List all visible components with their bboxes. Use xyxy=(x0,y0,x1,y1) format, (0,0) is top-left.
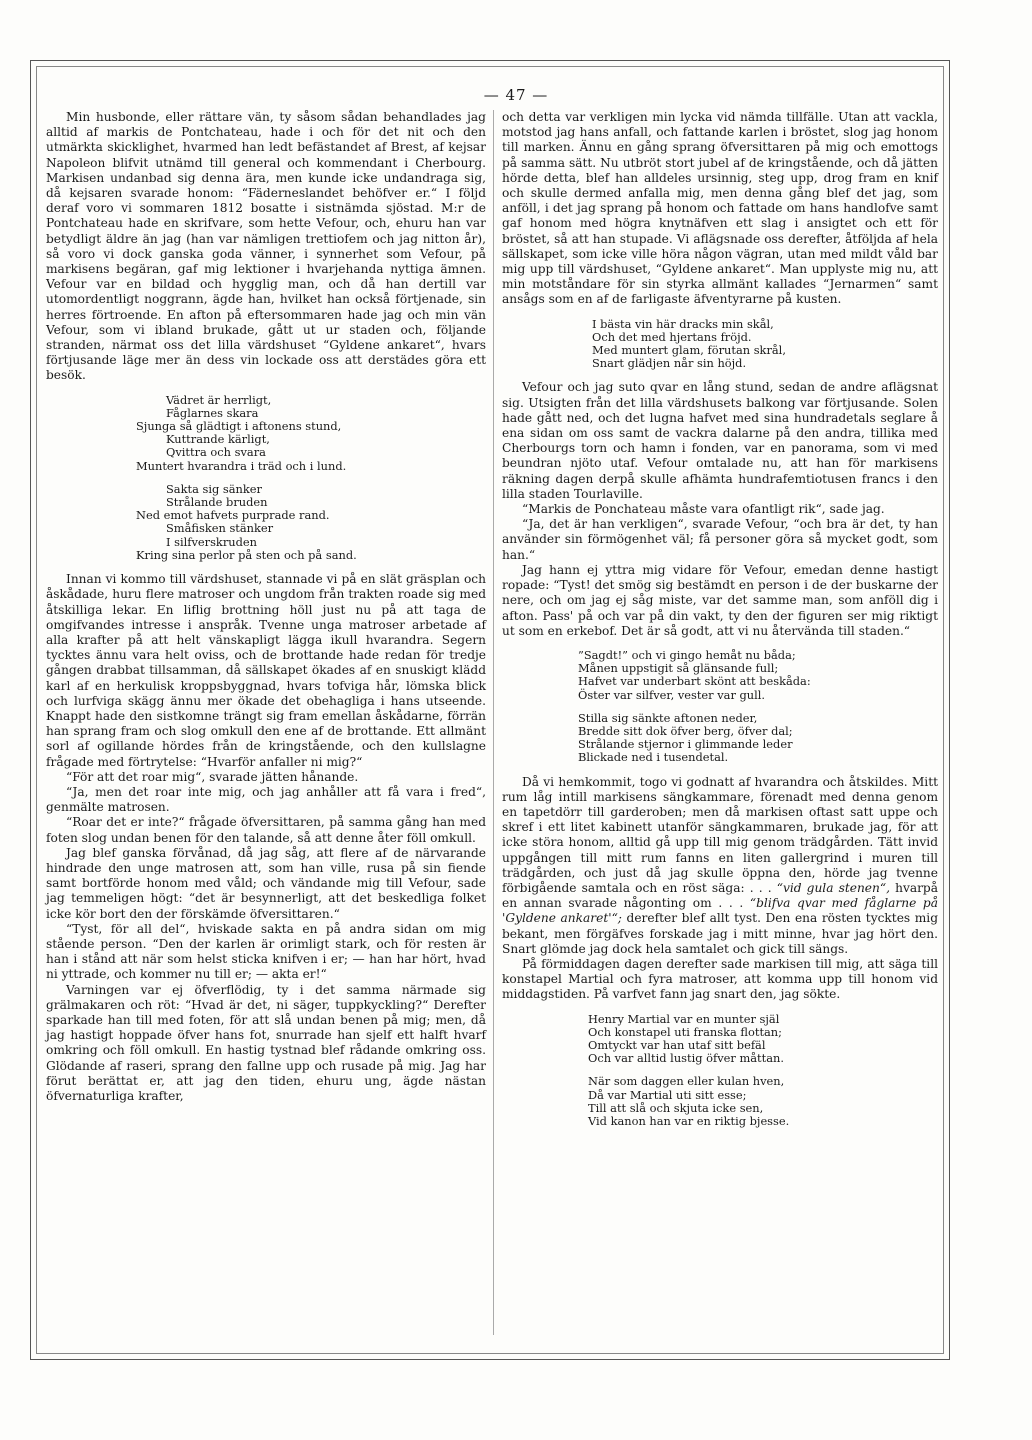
paragraph: “Tyst, för all del“, hviskade sakta en på andra sidan om mig stående person. “Den der karlen är orimligt stark, och för resten är han i stånd att när som helst sticka knifven i er; — han har hört, hvad ni yttrade, och kommer nu till er; — akta er!“ xyxy=(46,921,486,982)
paragraph: Jag hann ej yttra mig vidare för Vefour, emedan denne hastigt ropade: “Tyst! det smög sig bestämdt en person i de der buskarne der nere, och om jag ej såg miste, var det samme man, som anföll dig i afton. Pass' på och var på din vakt, ty den der figuren ser mig riktigt ut som en erkebof. Det är så godt, att vi nu återvända till staden.“ xyxy=(502,562,938,638)
stanza xyxy=(578,649,938,702)
paragraph: Varningen var ej öfverflödig, ty i det samma närmade sig grälmakaren och röt: “Hvad är det, ni säger, tuppkyckling?“ Derefter sparkade han till med foten, för att slå undan benen på mig; men, då jag hastigt hoppade öfver hans fot, snurrade han sjelf ett halft hvarf omkring och föll omkull. En hastig tystnad blef rådande omkring oss. Glödande af raseri, sprang den fallne upp och rusade på mig. Jag har förut berättat er, att jag den tiden, ehuru ung, ägde nästan öfvernaturliga krafter, xyxy=(46,982,486,1103)
stanza xyxy=(136,394,486,473)
text-run: derefter blef allt tyst. Den ena rösten tycktes mig bekant, men förgäfves forskade jag i mitt minne, hvar jag hört den. Snart glömde jag dock hela samtalet och gick till sängs. xyxy=(502,911,939,956)
poem-line: Stilla sig sänkte aftonen neder, xyxy=(578,710,758,725)
poem xyxy=(46,394,486,562)
poem-line: Då var Martial uti sitt esse; xyxy=(588,1087,747,1102)
poem-line: Bredde sitt dok öfver berg, öfver dal; xyxy=(578,723,793,738)
poem xyxy=(502,1013,938,1129)
emphasis: “vid gula stenen“, xyxy=(776,880,890,895)
poem-line: Qvittra och svara xyxy=(166,445,266,460)
poem-line: Till att slå och skjuta icke sen, xyxy=(588,1100,764,1115)
poem-line: Strålande stjernor i glimmande leder xyxy=(578,737,793,752)
text-run: Då vi hemkommit, togo vi godnatt af hvarandra och åtskildes. Mitt rum låg intill markisens sängkammare, förenadt med denna genom en tapetdörr till garderoben; men då markisen oftast satt uppe och skref i ett litet kabinett utanför sängkammaren, brukade jag, för att icke störa honom, alltid gå upp till mig genom trädgården. Tätt invid uppgången till mitt rum fanns en liten gallergrind i muren till trädgården, och just då jag skulle öppna den, hörde jag tvenne förbigående samtala och en röst säga: . . . xyxy=(502,774,938,895)
poem-line: ”Sagdt!” och vi gingo hemåt nu båda; xyxy=(578,647,796,662)
paragraph: “Ja, det är han verkligen“, svarade Vefour, “och bra är det, ty han använder sin förmögenhet väl; få personer göra så mycket godt, som han.“ xyxy=(502,517,938,562)
poem-line: Öster var silfver, vester var gull. xyxy=(578,687,766,702)
poem-line: Med muntert glam, förutan skrål, xyxy=(592,343,786,358)
paragraph xyxy=(502,775,938,957)
paragraph: och detta var verkligen min lycka vid nämda tillfälle. Utan att vackla, motstod jag hans anfall, och fattande karlen i bröstet, slog jag honom till marken. Ännu en gång sprang öfversittaren på mig och emottogs på samma sätt. Nu utbröt stort jubel af de kringstående, och då jätten hörde detta, blef han alldeles ursinnig, steg upp, drog fram en knif och skulle dermed anfalla mig, men denna gång blef det jag, som anföll, i det jag sprang på honom och fattade om hans handlofve samt gaf honom med högra knytnäfven ett slag i ansigtet och ett för bröstet, så att han stupade. Vi aflägsnade oss derefter, åtföljda af hela sällskapet, som icke ville höra någon vägran, utan med mildt våld bar mig upp till värdshuset, “Gyldene ankaret“. Man upplyste mig nu, att min motståndare för sin styrka allmänt kallades “Jernarmen“ samt ansågs som en af de farligaste äfventyrarne på kusten. xyxy=(502,110,938,307)
poem-line: Månen uppstigit så glänsande full; xyxy=(578,661,779,676)
poem-line: Omtyckt var han utaf sitt befäl xyxy=(588,1037,766,1052)
poem xyxy=(502,649,938,765)
paragraph: “Roar det er inte?“ frågade öfversittaren, på samma gång han med foten slog undan benen för den talande, så att denne åter föll omkull. xyxy=(46,815,486,845)
paragraph: “Markis de Ponchateau måste vara ofantligt rik“, sade jag. xyxy=(522,502,885,517)
stanza xyxy=(578,712,938,765)
paragraph: Innan vi kommo till värdshuset, stannade vi på en slät gräsplan och åskådade, huru flere matroser och ungdom från trakten roade sig med åtskilliga lekar. En liflig brottning höll just nu på att taga de omgifvandes intresse i anspråk. Tvenne unga matroser arbetade af alla krafter på att helt vänskapligt lägga ikull hvarandra. Segern tycktes ännu vara helt oviss, och de brottande hade redan för tredje gången drabbat tillsamman, då sällskapet ökades af en snuskigt klädd karl af en herkulisk kroppsbyggnad, hvars tofviga hår, lömska blick och lurfviga skägg ännu mer ökade det obehagliga i hans utseende. Knappt hade den sistkomne trängt sig fram emellan åskådarne, förrän han sprang fram och slog omkull den ene af de brottande. Ett allmänt sorl af ogillande hördes från de kringstående, och den kullslagne frågade med förtrytelse: “Hvarför anfaller ni mig?“ xyxy=(46,572,486,769)
paragraph: “Ja, men det roar inte mig, och jag anhåller att få vara i fred“, genmälte matrosen. xyxy=(46,784,486,815)
stanza xyxy=(588,1075,938,1128)
poem-line: Strålande bruden xyxy=(166,495,268,510)
stanza xyxy=(136,483,486,562)
poem-line: Vädret är herrligt, xyxy=(166,392,272,407)
poem-line: I bästa vin här dracks min skål, xyxy=(592,316,774,331)
poem-line: Snart glädjen når sin höjd. xyxy=(592,356,747,371)
poem-line: Kuttrande kärligt, xyxy=(166,432,270,447)
poem xyxy=(502,318,938,371)
poem-line: Blickade ned i tusendetal. xyxy=(578,750,729,765)
poem-line: Fåglarnes skara xyxy=(166,405,259,420)
poem-line: Och var alltid lustig öfver måttan. xyxy=(588,1051,784,1066)
paragraph: Vefour och jag suto qvar en lång stund, sedan de andre aflägsnat sig. Utsigten från det lilla värdshusets balkong var förtjusande. Solen hade gått ned, och det lugna hafvet med sina hundradetals seglare å ena sidan om oss samt de vackra dalarne på den andra, tillika med Cherbourgs torn och hamn i fonden, var en panorama, som vi med beundran njöto utaf. Vefour omtalade nu, att han för markisens räkning dagen derpå skulle afhämta hundrafemtiotusen francs i den lilla staden Tourlaville. xyxy=(502,380,938,501)
poem-line: Sjunga så glädtigt i aftonens stund, xyxy=(136,419,342,434)
poem-line: Kring sina perlor på sten och på sand. xyxy=(136,547,357,562)
poem-line: Sakta sig sänker xyxy=(166,481,262,496)
poem-line: I silfverskruden xyxy=(166,534,257,549)
left-column xyxy=(46,110,486,1104)
poem-line: Henry Martial var en munter själ xyxy=(588,1011,780,1026)
poem-line: Och det med hjertans fröjd. xyxy=(592,329,752,344)
paragraph: Min husbonde, eller rättare vän, ty såsom sådan behandlades jag alltid af markis de Pontchateau, hade i och för det nit och den utmärkta skicklighet, hvarmed han ledt befästandet af Brest, af kejsar Napoleon blifvit utnämd till general och kommendant i Cherbourg. Markisen undanbad sig denna ära, men kunde icke undandraga sig, då kejsaren svarade honom: “Fäderneslandet behöfver er.“ I följd deraf voro vi sommaren 1812 bosatte i sistnämda sjöstad. M:r de Pontchateau hade en skrifvare, som hette Vefour, och, ehuru han var betydligt äldre än jag (han var nämligen trettiofem och jag nitton år), så voro vi dock ganska goda vänner, i synnerhet som Vefour, på markisens begäran, gaf mig lektioner i hvarjehanda nyttiga ämnen. Vefour var en bildad och hygglig man, och då han dertill var utomordentligt noggrann, ägde han, hvilket han också förtjenade, sin herres förtroende. En afton på eftersommaren hade jag och min vän Vefour, som vi ibland brukade, gått ut ur staden och, följande stranden, närmat oss det lilla värdshuset “Gyldene ankaret“, hvars förtjusande läge mer än dess vin lockade oss att derstädes göra ett besök. xyxy=(46,110,486,383)
page-number: — 47 — xyxy=(483,86,549,104)
column-divider xyxy=(493,110,494,1335)
paragraph: På förmiddagen dagen derefter sade markisen till mig, att säga till konstapel Martial och fyra matroser, att komma upp till honom vid middagstiden. På varfvet fann jag snart den, jag sökte. xyxy=(502,956,938,1002)
poem-line: Muntert hvarandra i träd och i lund. xyxy=(136,458,347,473)
poem-line: Hafvet var underbart skönt att beskåda: xyxy=(578,674,811,689)
stanza xyxy=(588,1013,938,1066)
paragraph: Jag blef ganska förvånad, då jag såg, att flere af de närvarande hindrade den unge matrosen att, som han ville, rusa på sin fiende samt bortförde honom med våld; och vändande mig till Vefour, sade jag temmeligen högt: “det är besynnerligt, att det beskedliga folket icke kör bort den der förskämde öfversittaren.“ xyxy=(46,845,486,921)
poem-line: Och konstapel uti franska flottan; xyxy=(588,1024,782,1039)
text-run: hvarpå en annan svarade någonting om . . . xyxy=(502,880,939,911)
poem-line: Småfisken stänker xyxy=(166,521,274,536)
poem-line: Ned emot hafvets purprade rand. xyxy=(136,508,330,523)
right-column xyxy=(502,110,938,1138)
poem-line: Vid kanon han var en riktig bjesse. xyxy=(588,1114,790,1128)
poem-line: När som daggen eller kulan hven, xyxy=(588,1074,785,1089)
paragraph: “För att det roar mig“, svarade jätten hånande. xyxy=(66,769,359,784)
emphasis: “blifva qvar med fåglarne på 'Gyldene ankaret'“; xyxy=(502,896,939,926)
